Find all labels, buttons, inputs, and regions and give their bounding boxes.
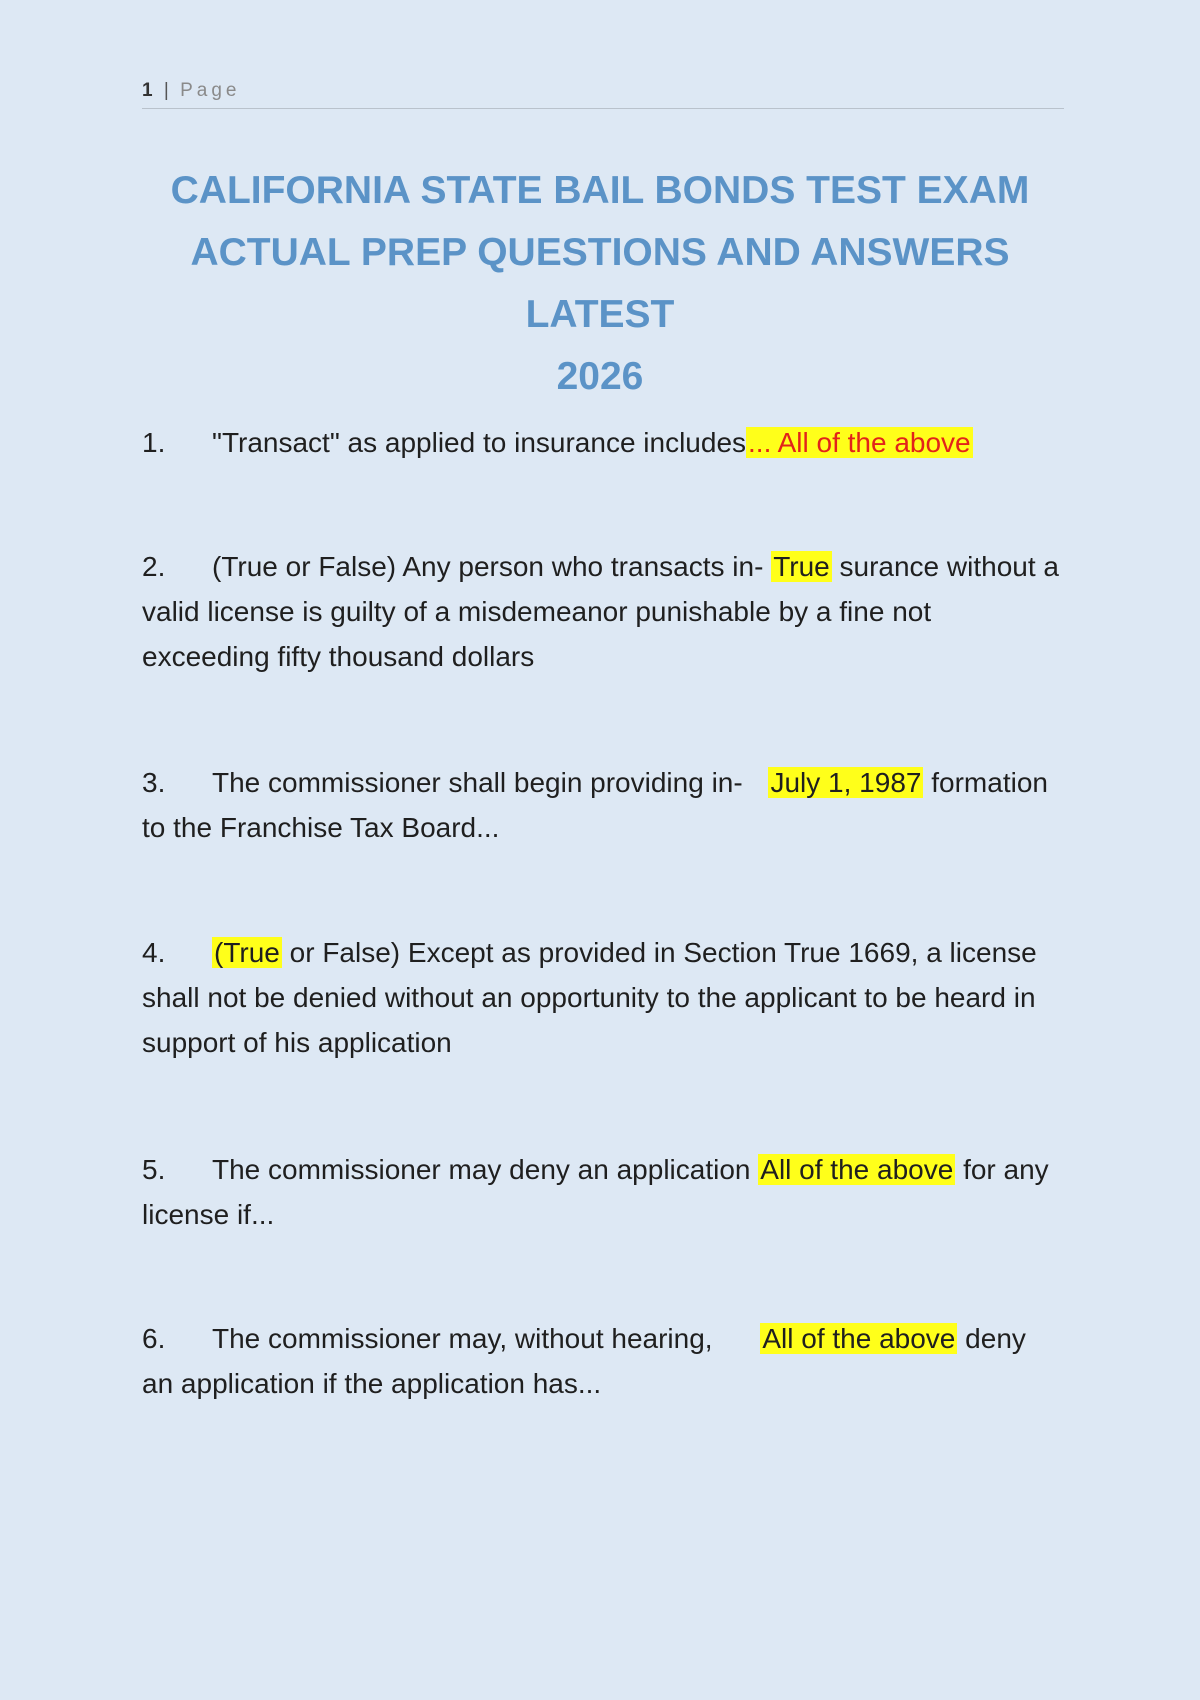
question-number: 1. [142, 427, 166, 458]
question-text: The commissioner shall begin providing in- [212, 767, 751, 798]
header-rule [142, 108, 1064, 109]
question-item-4 [142, 930, 1062, 1065]
answer-highlight: July 1, 1987 [770, 767, 922, 798]
document-title [120, 160, 1080, 408]
question-number: 3. [142, 767, 166, 798]
question-number: 2. [142, 551, 166, 582]
question-text: The commissioner may, without hearing, [212, 1323, 721, 1354]
question-text: The commissioner may deny an application [212, 1154, 759, 1185]
title-line-3: 2026 [556, 355, 644, 398]
question-text-after: for any license if... [142, 1154, 1049, 1230]
question-item-5 [142, 1147, 1062, 1237]
answer-highlight: True [773, 551, 830, 582]
answer-highlight: ... All of the above [748, 427, 971, 458]
question-text-after: or False) Except as provided in Section True 1669, a license shall not be denied without an opportunity to the applicant to be heard in support of his application [142, 937, 1037, 1058]
question-text-after: surance without a valid license is guilty of a misdemeanor punishable by a fine not exceeding fifty thousand dollars [142, 551, 1059, 672]
question-item-6 [142, 1316, 1062, 1406]
page-word: Page [180, 80, 241, 101]
question-item-3 [142, 760, 1062, 850]
question-text: (True or False) Any person who transacts in- [212, 551, 772, 582]
answer-highlight: All of the above [762, 1323, 956, 1354]
page-number: 1 [142, 80, 154, 101]
page-header [142, 80, 1062, 102]
question-text-after: formation to the Franchise Tax Board... [142, 767, 1048, 843]
question-number: 5. [142, 1154, 166, 1185]
answer-highlight: (True [214, 937, 280, 968]
page-separator: | [163, 80, 170, 101]
question-number: 4. [142, 937, 166, 968]
question-item-1 [142, 420, 1062, 465]
question-text-after: deny an application if the application has... [142, 1323, 1026, 1399]
answer-highlight: All of the above [760, 1154, 954, 1185]
title-line-2: ACTUAL PREP QUESTIONS AND ANSWERS LATEST [190, 231, 1010, 336]
question-number: 6. [142, 1323, 166, 1354]
question-item-2 [142, 544, 1062, 679]
title-line-1: CALIFORNIA STATE BAIL BONDS TEST EXAM [170, 169, 1030, 212]
question-text: "Transact" as applied to insurance includes [212, 427, 747, 458]
